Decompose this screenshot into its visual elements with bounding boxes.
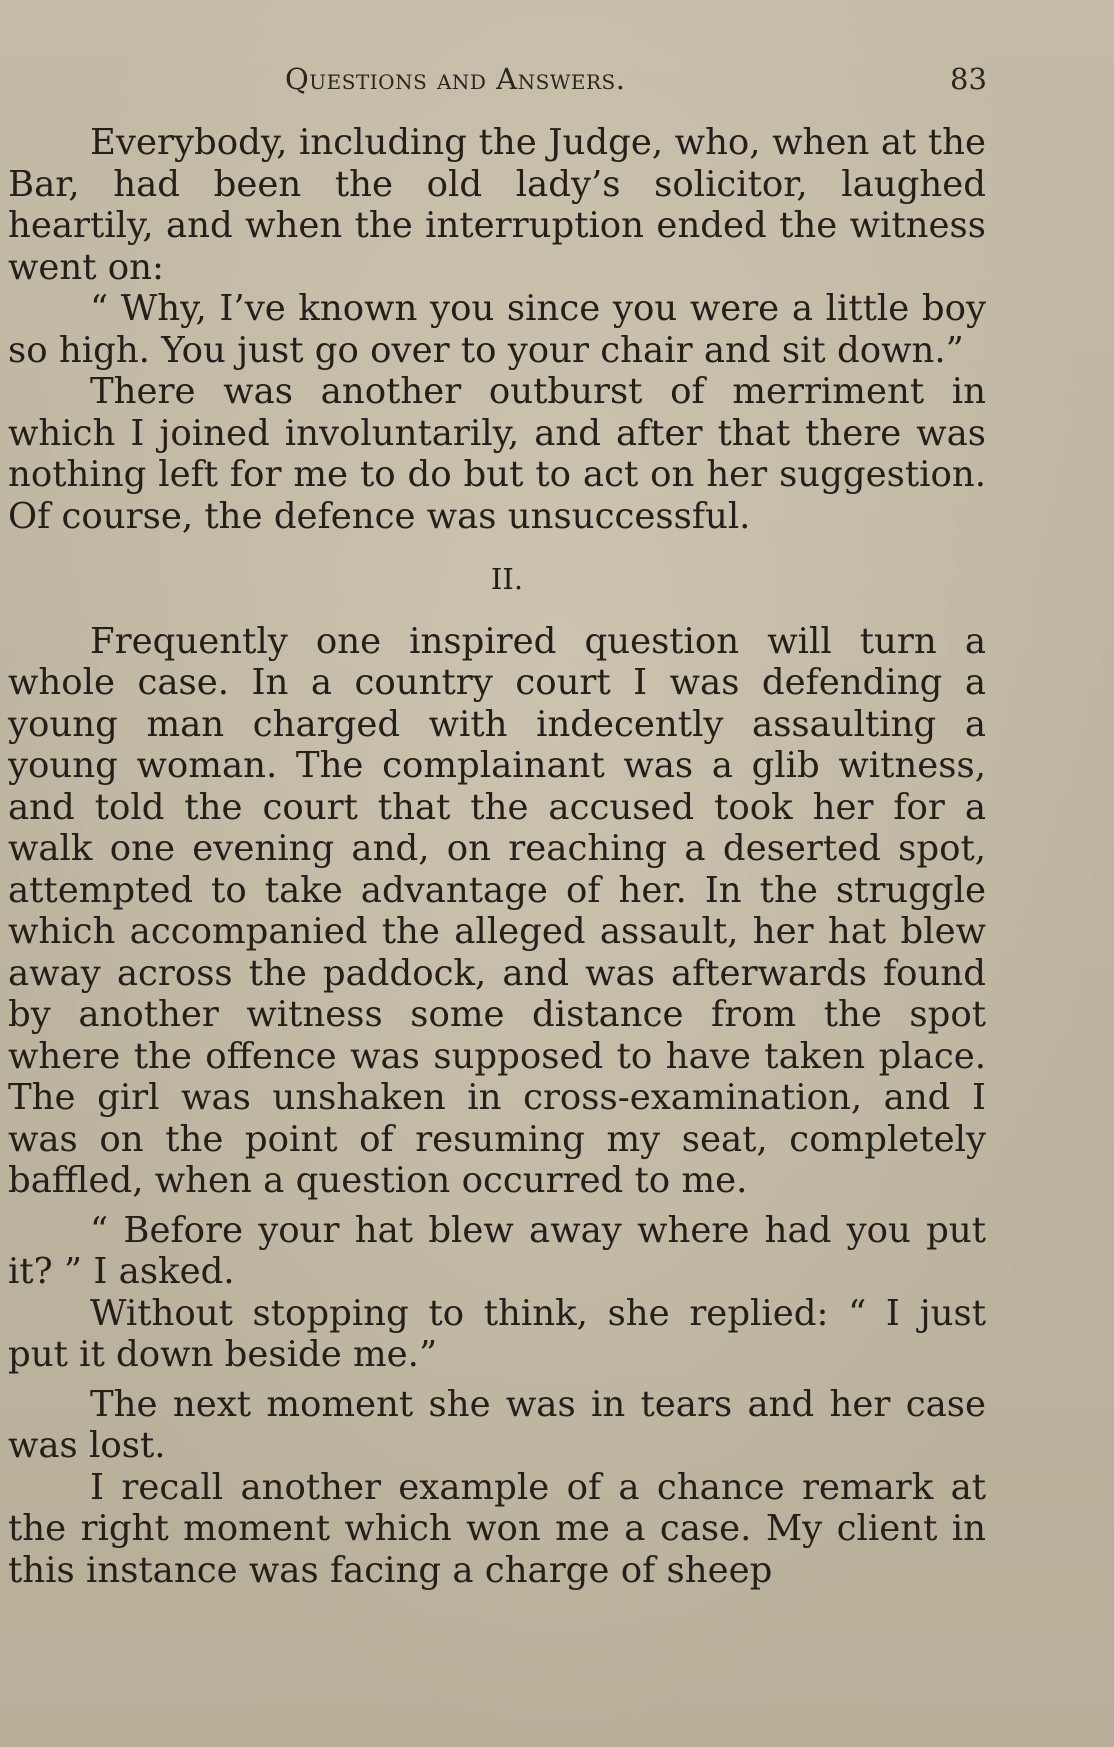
section-number: II. xyxy=(490,562,524,596)
paragraph-1: Everybody, including the Judge, who, when at the Bar, had been the old lady’s solicitor, laughed heartily, and when the interruption ended the witness went on: xyxy=(8,122,986,288)
paragraph-7: The next moment she was in tears and her case was lost. xyxy=(8,1383,986,1466)
paragraph-5: “ Before your hat blew away where had you put it? ” I asked. xyxy=(8,1209,986,1292)
paragraph-3: There was another outburst of merriment in which I joined involuntarily, and after that there was nothing left for me to do but to act on her suggestion. Of course, the defence was unsuccessful. xyxy=(8,371,986,537)
paragraph-6: Without stopping to think, she replied: “ I just put it down beside me.” xyxy=(8,1292,986,1375)
paragraph-4: Frequently one inspired question will turn a whole case. In a country court I was defending a young man charged with indecently assaulting a young woman. The complainant was a glib witness, and told the court that the accused took her for a walk one evening and, on reaching a deserted spot, attempted to take advantage of her. In the struggle which accompanied the alleged assault, her hat blew away across the paddock, and was afterwards found by another witness some distance from the spot where the offence was supposed to have taken place. The girl was unshaken in cross-examination, and I was on the point of resuming my seat, completely baffled, when a question occurred to me. xyxy=(8,620,986,1201)
body-text xyxy=(8,122,986,1591)
paragraph-8: I recall another example of a chance remark at the right moment which won me a case. My client in this instance was facing a charge of sheep xyxy=(8,1466,986,1591)
page-number: 83 xyxy=(950,62,987,96)
paragraph-2: “ Why, I’ve known you since you were a little boy so high. You just go over to your chair and sit down.” xyxy=(8,288,986,371)
running-title: Questions and Answers. xyxy=(285,62,626,96)
running-head xyxy=(0,62,1114,102)
